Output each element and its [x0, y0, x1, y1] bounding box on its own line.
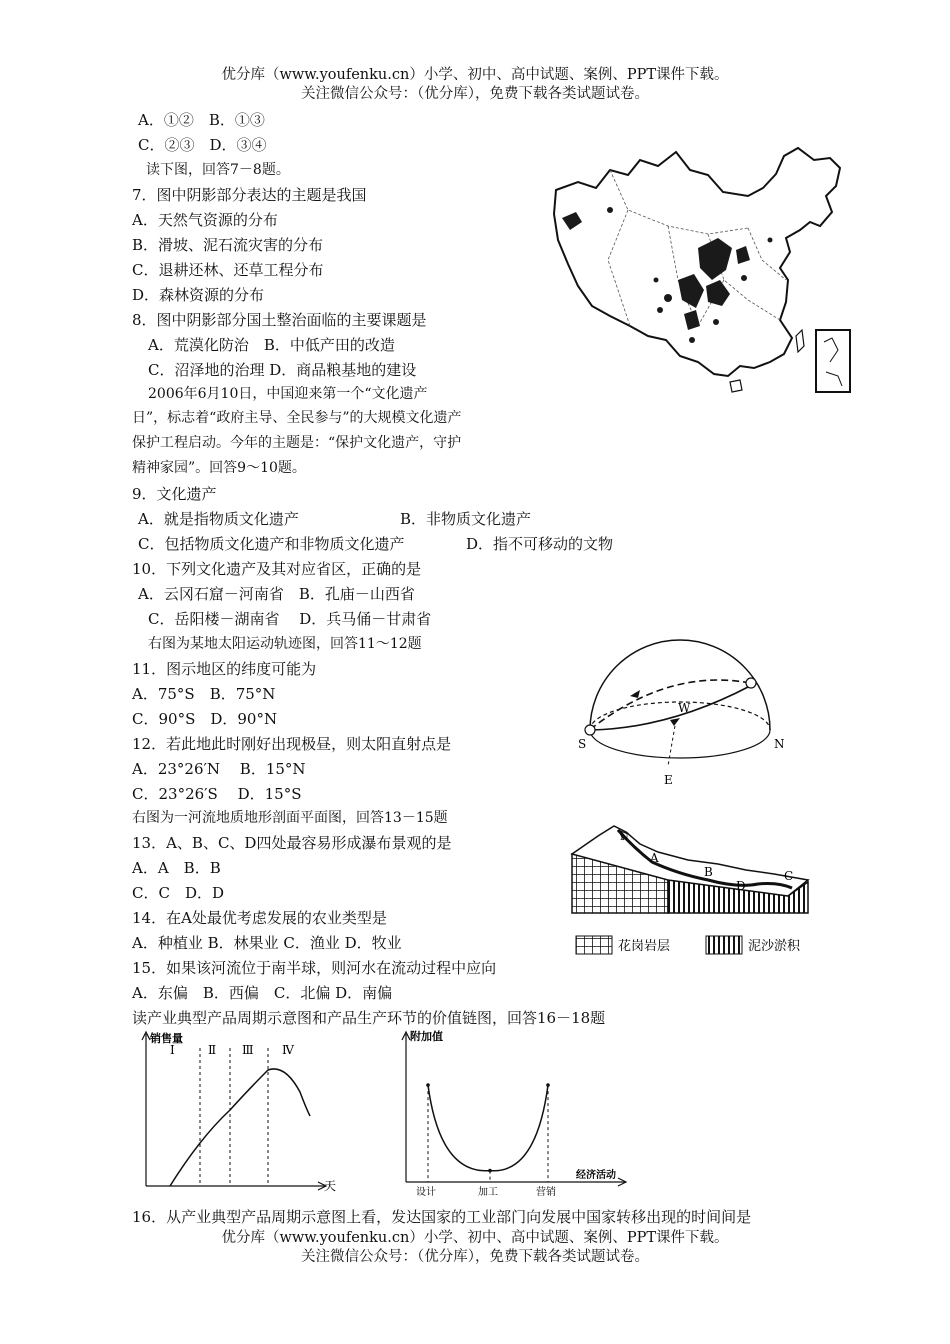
label-b: B: [704, 865, 713, 879]
value-chain-tick-1: 加工: [478, 1187, 498, 1198]
header-line-2: 关注微信公众号：（优分库），免费下载各类试题试卷。: [301, 86, 649, 102]
stage-4: Ⅳ: [282, 1043, 294, 1057]
passage-line-2: 日”，标志着“政府主导、全民参与”的大规模文化遗产: [132, 410, 462, 426]
q7-option-d: D．森林资源的分布: [132, 286, 265, 304]
q8-options-cd: C．沼泽地的治理 D．商品粮基地的建设: [148, 361, 417, 379]
value-chain-curve: [428, 1085, 548, 1171]
legend-granite-swatch: [576, 936, 612, 954]
q10-options-cd: C．岳阳楼－湖南省 D．兵马俑－甘肃省: [148, 610, 432, 628]
china-map-figure: [548, 130, 888, 415]
label-c: C: [784, 869, 794, 883]
passage-line-1: 2006年6月10日，中国迎来第一个“文化遗产: [148, 386, 428, 402]
product-cycle-chart: [130, 1028, 340, 1193]
label-n-arrow: N: [620, 832, 629, 843]
q14-stem: 14．在A处最优考虑发展的农业类型是: [132, 909, 387, 927]
stage-3: Ⅲ: [242, 1043, 254, 1057]
q6-options-cd: C．②③ D．③④: [138, 136, 267, 154]
passage-line-3: 保护工程启动。今年的主题是：“保护文化遗产，守护: [132, 435, 462, 451]
q9-option-b: B．非物质文化遗产: [400, 510, 532, 528]
q15-options: A．东偏 B．西偏 C．北偏 D．南偏: [132, 984, 393, 1002]
instruction-13-15: 右图为一河流地质地形剖面平面图，回答13－15题: [132, 810, 448, 826]
q16-stem: 16．从产业典型产品周期示意图上看，发达国家的工业部门向发展中国家转移出现的时间间是: [132, 1208, 752, 1226]
value-chain-tick-2: 营销: [536, 1187, 556, 1198]
q10-stem: 10．下列文化遗产及其对应省区，正确的是: [132, 560, 422, 578]
label-n: N: [774, 737, 785, 751]
legend-sediment-swatch: [706, 936, 742, 954]
footer-line-1: 优分库（www.youfenku.cn）小学、初中、高中试题、案例、PPT课件下载。: [221, 1230, 729, 1246]
q11-options-ab: A．75°S B．75°N: [132, 685, 276, 703]
q15-stem: 15．如果该河流位于南半球，则河水在流动过程中应向: [132, 959, 497, 977]
cycle-ylabel: 销售量: [150, 1032, 183, 1045]
taiwan-island: [796, 330, 804, 352]
q8-options-ab: A．荒漠化防治 B．中低产田的改造: [148, 336, 395, 354]
sun-path-figure: [570, 628, 790, 793]
header-line-1: 优分库（www.youfenku.cn）小学、初中、高中试题、案例、PPT课件下载。: [221, 67, 729, 83]
q9-option-d: D．指不可移动的文物: [466, 535, 614, 553]
legend-sediment-label: 泥沙淤积: [748, 939, 801, 954]
sun-path-arrow-2: [670, 718, 680, 726]
q7-option-a: A．天然气资源的分布: [132, 211, 278, 229]
q13-stem: 13．A、B、C、D四处最容易形成瀑布景观的是: [132, 834, 452, 852]
q9-option-a: A．就是指物质文化遗产: [138, 510, 299, 528]
value-chain-xlabel: 经济活动: [576, 1170, 616, 1181]
sun-position-n: [746, 678, 756, 688]
value-chain-point-1: [488, 1169, 492, 1173]
passage-line-4: 精神家园”。回答9～10题。: [132, 460, 306, 476]
label-e: E: [664, 773, 673, 787]
q12-stem: 12．若此地此时刚好出现极昼，则太阳直射点是: [132, 735, 452, 753]
value-chain-point-0: [426, 1083, 430, 1087]
sales-curve: [170, 1069, 310, 1186]
sun-position-s: [585, 725, 595, 735]
label-a: A: [650, 851, 659, 865]
q14-options: A．种植业 B．林果业 C．渔业 D．牧业: [132, 934, 402, 952]
instruction-16-18: 读产业典型产品周期示意图和产品生产环节的价值链图，回答16－18题: [132, 1009, 606, 1027]
q7-stem: 7．图中阴影部分表达的主题是我国: [132, 186, 367, 204]
q8-stem: 8．图中阴影部分国土整治面临的主要课题是: [132, 311, 427, 329]
instruction-7-8: 读下图，回答7－8题。: [146, 162, 290, 178]
q9-option-c: C．包括物质文化遗产和非物质文化遗产: [138, 535, 405, 553]
instruction-11-12: 右图为某地太阳运动轨迹图，回答11～12题: [148, 636, 422, 652]
q12-options-cd: C．23°26′S D．15°S: [132, 785, 302, 803]
q13-options-cd: C．C D．D: [132, 884, 225, 902]
q13-options-ab: A．A B．B: [132, 859, 221, 877]
label-d: D: [736, 879, 746, 893]
value-chain-point-2: [546, 1083, 550, 1087]
q9-stem: 9．文化遗产: [132, 485, 217, 503]
sun-path-lower: [592, 686, 750, 730]
value-chain-ylabel: 附加值: [410, 1030, 443, 1043]
q7-option-c: C．退耕还林、还草工程分布: [132, 261, 324, 279]
q12-options-ab: A．23°26′N B．15°N: [132, 760, 306, 778]
stage-2: Ⅱ: [208, 1043, 217, 1057]
q11-stem: 11．图示地区的纬度可能为: [132, 660, 317, 678]
label-s: S: [578, 737, 587, 751]
river-section-figure: [568, 818, 838, 968]
q6-options-ab: A．①② B．①③: [138, 111, 265, 129]
value-chain-tick-0: 设计: [416, 1187, 436, 1198]
sun-path-arrow-1: [630, 690, 640, 698]
footer-line-2: 关注微信公众号：（优分库），免费下载各类试题试卷。: [301, 1249, 649, 1265]
q7-option-b: B．滑坡、泥石流灾害的分布: [132, 236, 324, 254]
q10-options-ab: A．云冈石窟－河南省 B．孔庙－山西省: [138, 585, 415, 603]
stage-1: Ⅰ: [170, 1043, 175, 1057]
q11-options-cd: C．90°S D．90°N: [132, 710, 278, 728]
cycle-xlabel: 天: [324, 1179, 337, 1193]
value-chain-chart: [398, 1028, 633, 1198]
label-w: W: [678, 701, 691, 715]
hainan-island: [730, 380, 742, 392]
legend-granite-label: 花岗岩层: [618, 939, 671, 954]
